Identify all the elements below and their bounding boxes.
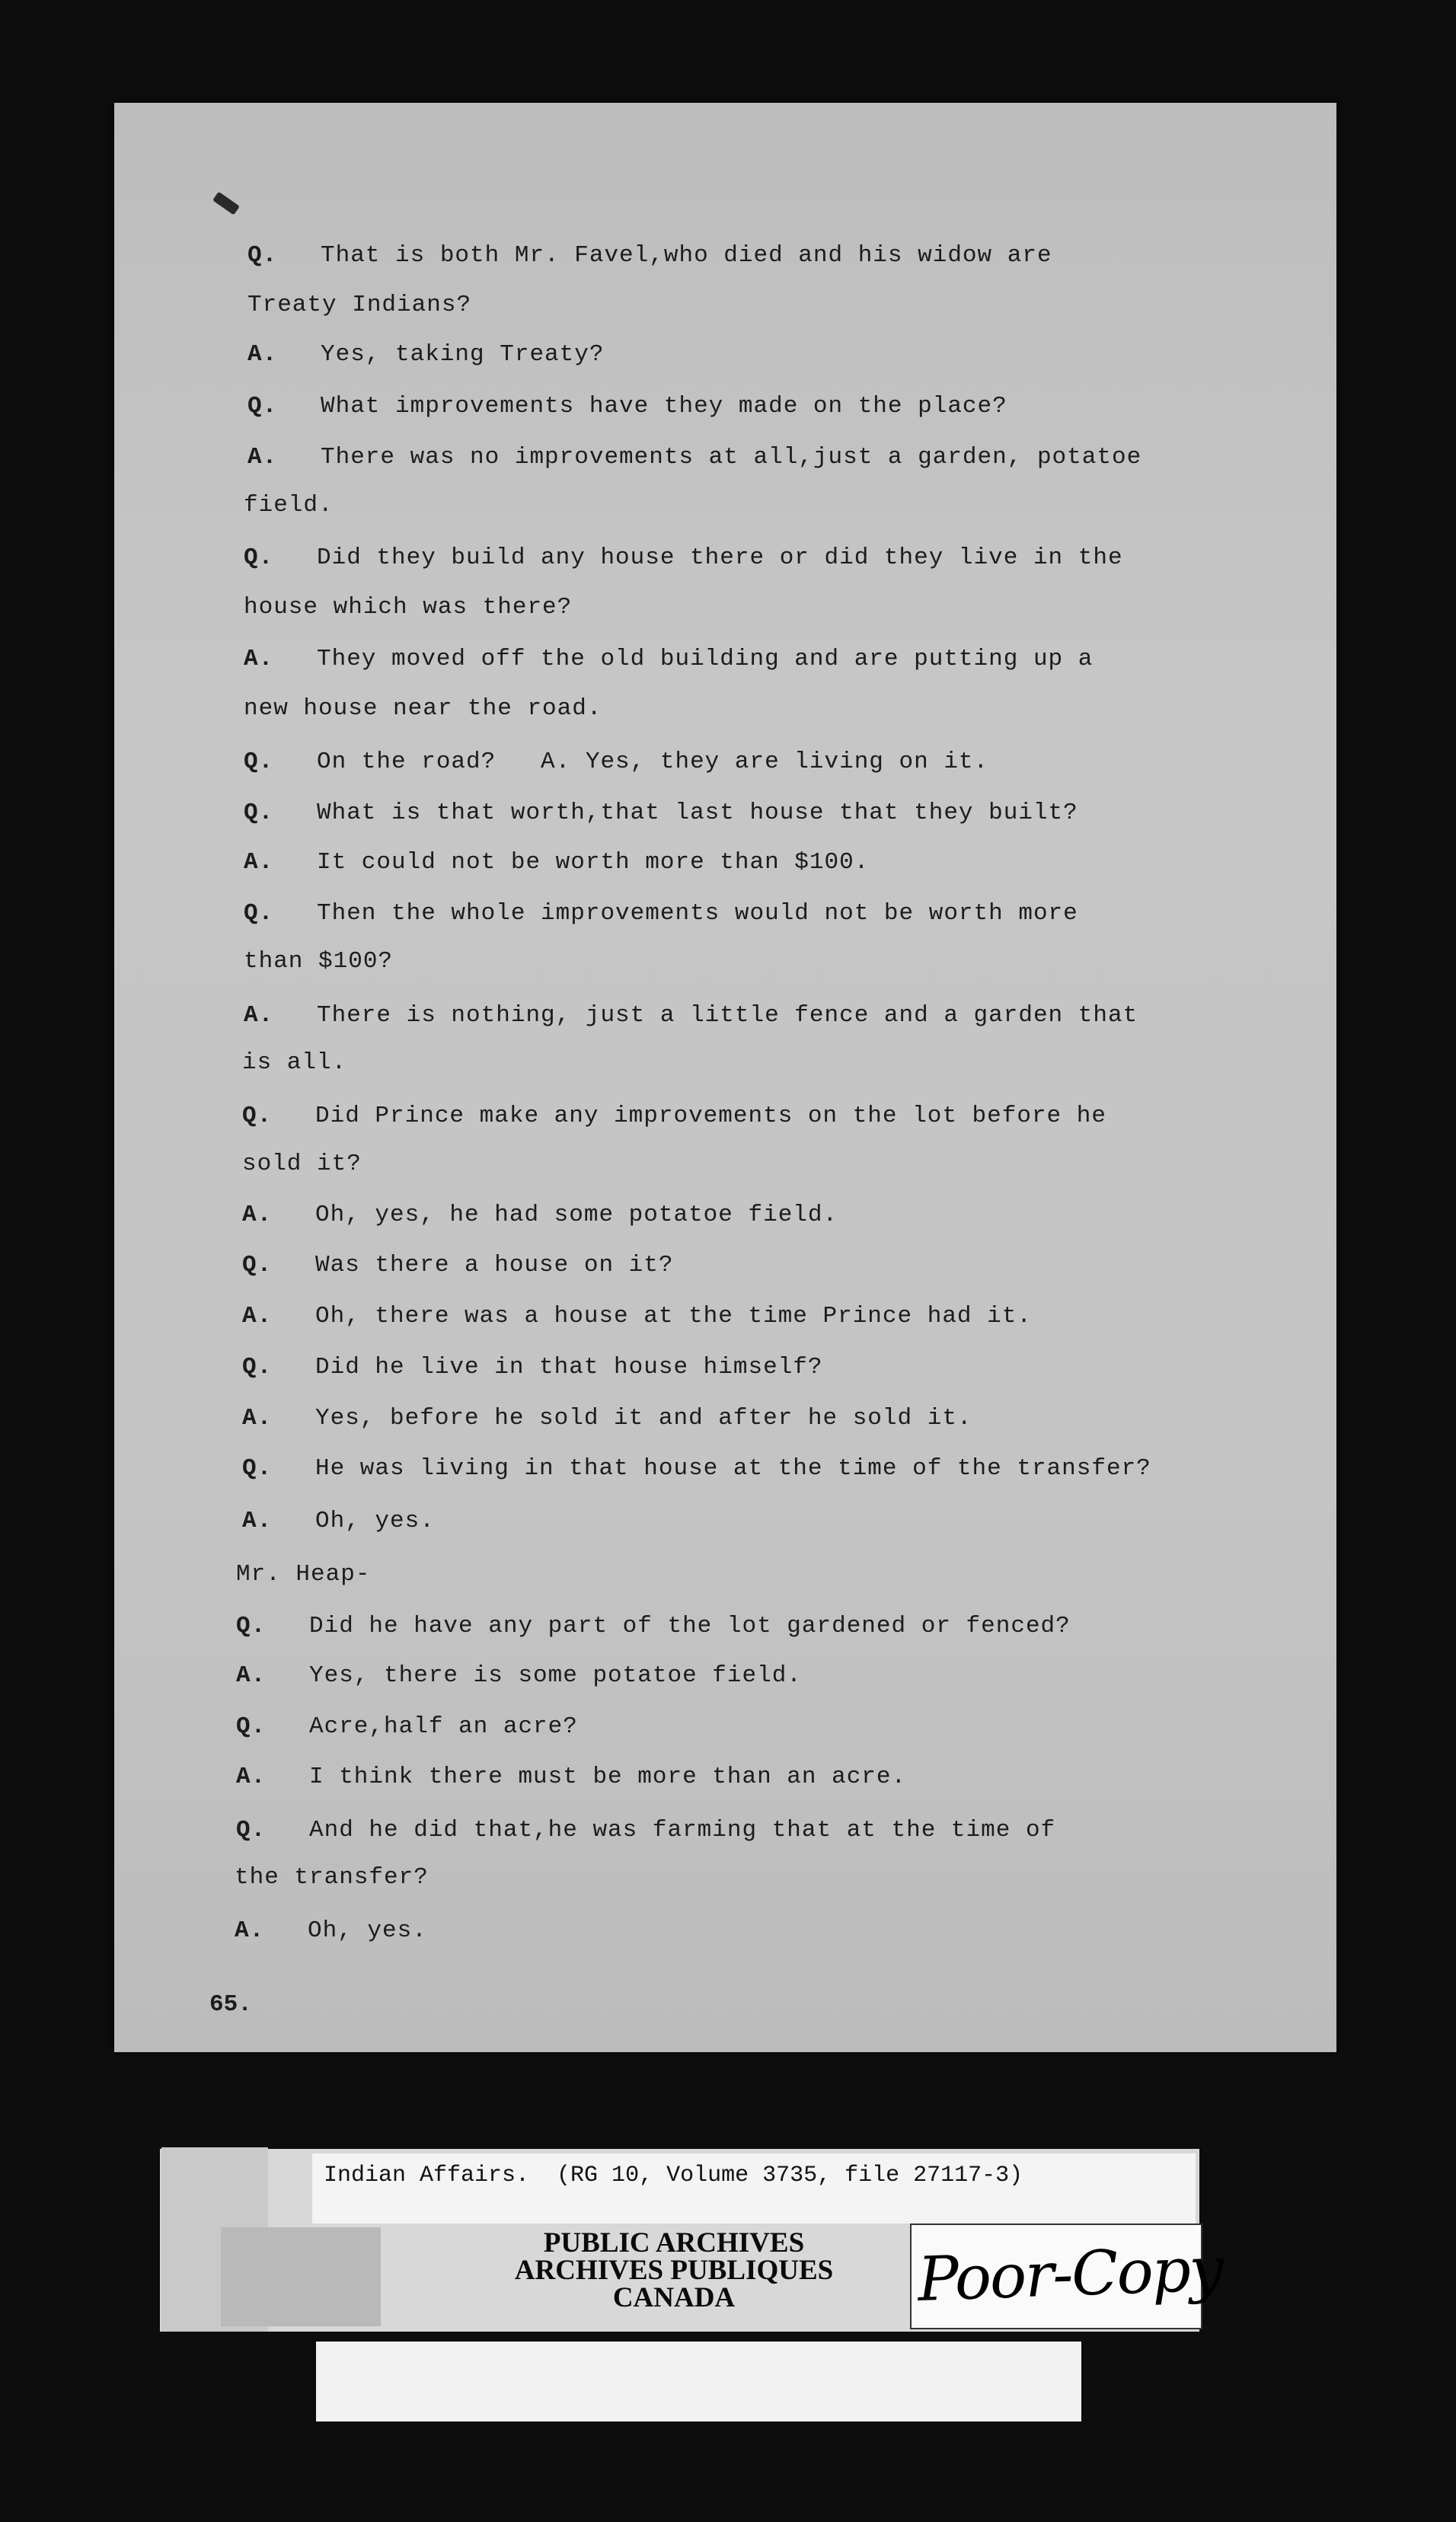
speaker-label: A. <box>242 1303 273 1330</box>
line-text: Oh, yes. <box>315 1508 435 1534</box>
transcript-line <box>236 1563 370 1586</box>
line-text: He was living in that house at the time of the transfer? <box>315 1455 1151 1482</box>
transcript-line <box>247 343 604 366</box>
speaker-label: A. <box>242 1202 273 1228</box>
speaker-label: A. <box>244 849 274 876</box>
transcript-line <box>242 1304 1032 1328</box>
speaker-label: Q. <box>244 900 274 927</box>
document-page <box>114 103 1336 2052</box>
line-text: Then the whole improvements would not be worth more <box>317 900 1078 927</box>
line-text: It could not be worth more than $100. <box>317 849 870 876</box>
speaker-label: A. <box>244 1002 274 1029</box>
speaker-label: Q. <box>244 544 274 571</box>
transcript-line <box>236 1715 578 1738</box>
transcript-line <box>235 1866 429 1889</box>
transcript-line <box>244 595 572 619</box>
line-text: Did he have any part of the lot gardened or fenced? <box>309 1613 1071 1639</box>
archives-line-1: PUBLIC ARCHIVES <box>543 2227 805 2259</box>
line-text: the transfer? <box>235 1864 429 1891</box>
transcript-line <box>242 1509 435 1533</box>
transcript-line <box>242 1203 838 1227</box>
transcript-line <box>242 1406 972 1430</box>
transcript-line <box>247 394 1007 418</box>
transcript-line <box>247 445 1141 469</box>
line-text: house which was there? <box>244 594 573 621</box>
transcript-line <box>244 851 869 874</box>
speaker-label: Q. <box>244 749 274 775</box>
poor-copy-stamp: Poor-Copy <box>916 2233 1224 2315</box>
transcript-line <box>244 697 602 720</box>
transcript-line <box>244 801 1078 825</box>
transcript-line <box>242 1051 346 1074</box>
label-tab-2 <box>221 2227 381 2326</box>
speaker-label: A. <box>247 341 278 368</box>
line-text: What improvements have they made on the place? <box>321 393 1007 420</box>
speaker-label: Q. <box>236 1817 267 1844</box>
line-text: Yes, before he sold it and after he sold it. <box>315 1405 972 1432</box>
speaker-label: Q. <box>236 1613 267 1639</box>
line-text: What is that worth,that last house that they built? <box>317 800 1078 826</box>
speaker-label: A. <box>236 1662 267 1689</box>
speaker-label: Q. <box>244 800 274 826</box>
line-text: Oh, yes. <box>308 1917 427 1944</box>
line-text: There is nothing, just a little fence and a garden that <box>317 1002 1138 1029</box>
speaker-label: A. <box>242 1508 273 1534</box>
transcript-line <box>244 1004 1138 1027</box>
line-text: Yes, taking Treaty? <box>321 341 605 368</box>
transcript-line <box>242 1457 1151 1480</box>
transcript-line <box>242 1253 673 1277</box>
speaker-label: Q. <box>242 1252 273 1279</box>
transcript-line <box>236 1818 1055 1842</box>
line-text: Mr. Heap- <box>236 1561 371 1588</box>
transcript-line <box>235 1919 427 1943</box>
transcript-line <box>244 950 393 973</box>
transcript-line <box>242 1152 362 1176</box>
line-text: Did they build any house there or did they live in the <box>317 544 1123 571</box>
line-text: Yes, there is some potatoe field. <box>309 1662 802 1689</box>
line-text: Was there a house on it? <box>315 1252 674 1279</box>
line-text: Oh, there was a house at the time Prince had it. <box>315 1303 1032 1330</box>
line-text: There was no improvements at all,just a garden, potatoe <box>321 444 1142 471</box>
transcript-line <box>236 1765 906 1789</box>
transcript-line <box>236 1614 1071 1638</box>
speaker-label: A. <box>247 444 278 471</box>
speaker-label: Q. <box>247 242 278 269</box>
transcript-line <box>247 293 471 317</box>
line-text: On the road? A. Yes, they are living on it. <box>317 749 989 775</box>
line-text: field. <box>244 492 334 519</box>
transcript-line <box>247 244 1052 267</box>
page-number: 65. <box>209 1991 252 2018</box>
transcript-line <box>244 647 1093 671</box>
speaker-label: Q. <box>236 1713 267 1740</box>
speaker-label: Q. <box>242 1354 273 1381</box>
speaker-label: A. <box>235 1917 265 1944</box>
line-text: sold it? <box>242 1151 362 1177</box>
line-text: new house near the road. <box>244 695 602 722</box>
archives-stamp <box>468 2227 880 2313</box>
speaker-label: A. <box>244 646 274 672</box>
archives-line-3: CANADA <box>612 2282 736 2313</box>
scratch-mark <box>212 192 240 215</box>
transcript-line <box>244 902 1078 925</box>
line-text: Oh, yes, he had some potatoe field. <box>315 1202 838 1228</box>
transcript-line <box>244 493 334 517</box>
line-text: Treaty Indians? <box>247 292 472 318</box>
transcript-line <box>244 750 988 774</box>
line-text: is all. <box>242 1049 347 1076</box>
line-text: Did Prince make any improvements on the lot before he <box>315 1103 1106 1129</box>
transcript-line <box>242 1355 823 1379</box>
speaker-label: A. <box>236 1764 267 1790</box>
archives-line-2: ARCHIVES PUBLIQUES <box>514 2255 834 2286</box>
line-text: than $100? <box>244 948 394 975</box>
transcript-line <box>236 1664 802 1687</box>
line-text: Acre,half an acre? <box>309 1713 578 1740</box>
speaker-label: A. <box>242 1405 273 1432</box>
transcript-line <box>242 1104 1106 1128</box>
line-text: They moved off the old building and are putting up a <box>317 646 1094 672</box>
line-text: Did he live in that house himself? <box>315 1354 823 1381</box>
speaker-label: Q. <box>242 1455 273 1482</box>
blank-label <box>316 2342 1081 2421</box>
speaker-label: Q. <box>242 1103 273 1129</box>
speaker-label: Q. <box>247 393 278 420</box>
line-text: That is both Mr. Favel,who died and his widow are <box>321 242 1052 269</box>
transcript-line <box>244 546 1123 570</box>
line-text: I think there must be more than an acre. <box>309 1764 907 1790</box>
line-text: And he did that,he was farming that at the time of <box>309 1817 1056 1844</box>
reference-text: Indian Affairs. (RG 10, Volume 3735, file 27117-3) <box>324 2163 1023 2188</box>
